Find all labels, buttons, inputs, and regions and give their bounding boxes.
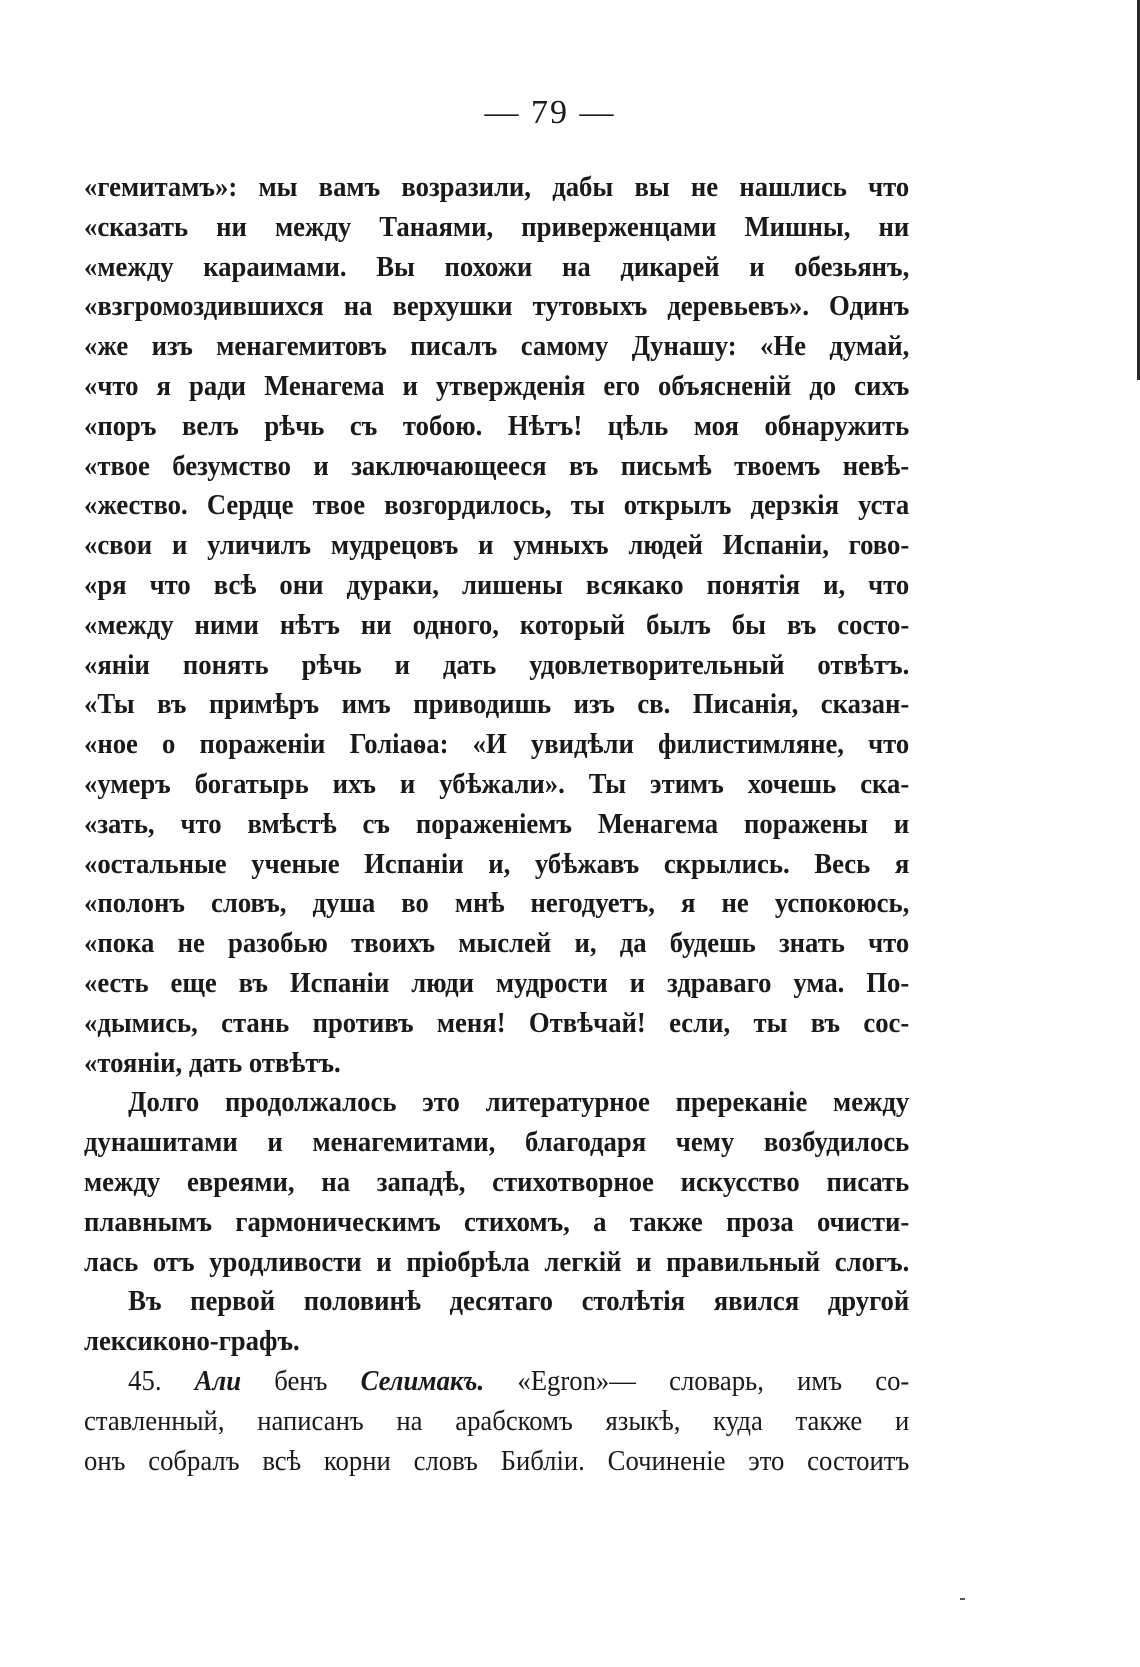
entry-first-line-rest: «Egron»— словарь, имъ со- — [517, 1364, 910, 1397]
entry-number: 45. — [128, 1364, 162, 1397]
text-line: «умеръ богатырь ихъ и убѣжали». Ты этимъ хочешь ска- — [84, 767, 910, 800]
text-line: плавнымъ гармоническимъ стихомъ, а также проза очисти- — [84, 1205, 910, 1238]
text-line: онъ собралъ всѣ корни словъ Библіи. Сочиненіе это состоитъ — [84, 1444, 910, 1477]
scan-speck — [960, 1598, 965, 1600]
text-line: «зать, что вмѣстѣ съ пораженіемъ Менагема поражены и — [84, 807, 910, 840]
author-name: Али — [194, 1364, 242, 1397]
text-line: «остальные ученые Испаніи и, убѣжавъ скрылись. Весь я — [84, 847, 910, 880]
text-line: «пока не разобью твоихъ мыслей и, да будешь знать что — [84, 927, 910, 960]
text-line: ставленный, написанъ на арабскомъ языкѣ, куда также и — [84, 1404, 910, 1437]
paragraph-lexicographer — [84, 1282, 910, 1362]
paragraph-quote — [84, 168, 910, 1083]
entry-first-line — [84, 1362, 909, 1402]
text-line: «сказать ни между Танаями, приверженцами Мишны, ни — [84, 210, 910, 243]
text-line: «свои и уличилъ мудрецовъ и умныхъ людей Испаніи, гово- — [84, 529, 910, 562]
text-line: «ря что всѣ они дураки, лишены всякако понятія и, что — [84, 568, 910, 601]
text-line: «же изъ менагемитовъ писалъ самому Дунашу: «Не думай, — [84, 330, 910, 363]
text-line: «между караимами. Вы похожи на дикарей и обезьянъ, — [84, 250, 910, 283]
text-line: «яніи понять рѣчь и дать удовлетворительный отвѣтъ. — [84, 648, 910, 681]
text-line: «жество. Сердце твое возгордилось, ты открылъ дерзкія уста — [84, 489, 910, 522]
text-line: «взгромоздившихся на верхушки тутовыхъ деревьевъ». Одинъ — [84, 290, 910, 323]
text-line: «гемитамъ»: мы вамъ возразили, дабы вы не нашлись что — [84, 171, 910, 203]
text-line: Въ первой половинѣ десятаго столѣтія явился другой — [128, 1285, 910, 1318]
text-line: «поръ велъ рѣчь съ тобою. Нѣтъ! цѣль моя обнаружить — [84, 409, 910, 442]
text-line: «дымись, стань противъ меня! Отвѣчай! если, ты въ сос- — [84, 1006, 910, 1039]
paragraph-polemic — [84, 1083, 910, 1282]
text-line: между евреями, на западѣ, стихотворное искусство писать — [84, 1165, 910, 1198]
text-line: Долго продолжалось это литературное пререканіе между — [128, 1086, 910, 1119]
text-line: лась отъ уродливости и пріобрѣла легкій и правильный слогъ. — [84, 1245, 910, 1278]
page-text — [84, 168, 910, 1481]
text-line: «полонъ словъ, душа во мнѣ негодуетъ, я не успокоюсь, — [84, 887, 910, 920]
text-line: «между ними нѣтъ ни одного, который былъ бы въ состо- — [84, 608, 910, 641]
text-line: «Ты въ примѣръ имъ приводишь изъ св. Писанія, сказан- — [84, 688, 910, 721]
page-number: — 79 — — [484, 94, 616, 131]
author-surname: Селимакъ. — [360, 1364, 485, 1397]
text-line: «есть еще въ Испаніи люди мудрости и здраваго ума. По- — [84, 966, 910, 999]
author-mid: бенъ — [274, 1364, 328, 1397]
text-line: «что я ради Менагема и утвержденія его объясненій до сихъ — [84, 369, 910, 402]
text-line: «тояніи, дать отвѣтъ. — [84, 1046, 341, 1079]
text-line: дунашитами и менагемитами, благодаря чему возбудилось — [84, 1126, 910, 1159]
entry-45 — [84, 1362, 910, 1481]
text-line: лексиконо-графъ. — [84, 1325, 300, 1358]
text-line: «ное о пораженіи Голіаѳа: «И увидѣли филистимляне, что — [84, 728, 910, 761]
text-line: «твое безумство и заключающееся въ письмѣ твоемъ невѣ- — [84, 449, 910, 482]
